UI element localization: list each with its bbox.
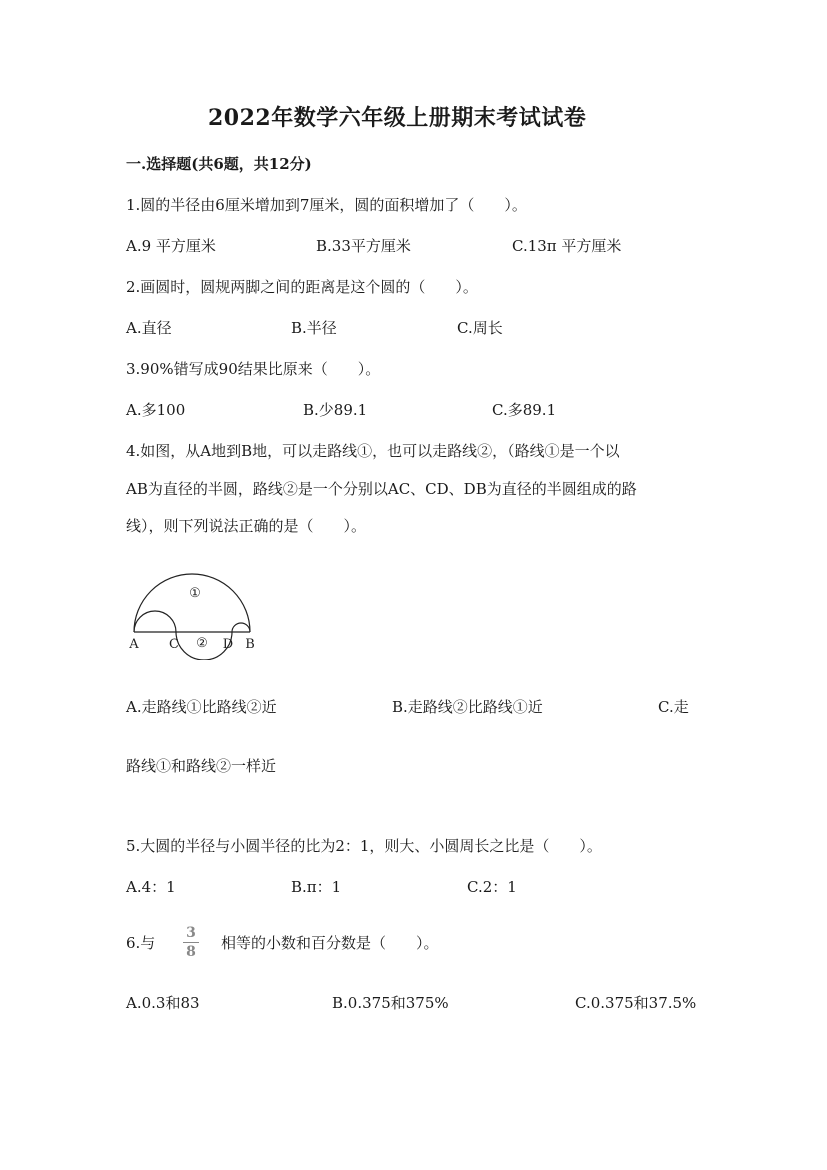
figure-label-route-2: ② (196, 636, 208, 651)
figure-label-c: C (169, 637, 179, 652)
question-6-option-c: C.0.375和37.5% (575, 994, 697, 1012)
question-5-option-b: B.π：1 (291, 878, 342, 896)
question-5-stem: 5.大圆的半径与小圆半径的比为2：1，则大、小圆周长之比是（ ）。 (126, 837, 602, 855)
question-1-stem: 1.圆的半径由6厘米增加到7厘米，圆的面积增加了（ ）。 (126, 196, 527, 214)
page-title: 2022年数学六年级上册期末考试试卷 (208, 105, 587, 131)
question-1-option-b: B.33平方厘米 (316, 237, 411, 255)
question-4-option-c-continued: 路线①和路线②一样近 (126, 757, 277, 775)
question-2-option-c: C.周长 (457, 319, 503, 337)
question-5-option-a: A.4：1 (126, 878, 176, 896)
question-6-option-a: A.0.3和83 (126, 994, 200, 1012)
question-4-option-b: B.走路线②比路线①近 (392, 698, 543, 716)
question-4-option-a: A.走路线①比路线②近 (126, 698, 277, 716)
question-3-option-b: B.少89.1 (303, 401, 368, 419)
figure-label-a: A (129, 637, 139, 652)
fraction-denominator: 8 (186, 944, 196, 960)
question-3-option-c: C.多89.1 (492, 401, 557, 419)
figure-label-d: D (222, 637, 234, 652)
question-4-stem-line-1: 4.如图，从A地到B地，可以走路线①，也可以走路线②，（路线①是一个以 (126, 442, 620, 460)
question-3-stem: 3.90%错写成90结果比原来（ ）。 (126, 360, 381, 378)
question-1-option-a: A.9 平方厘米 (126, 237, 216, 255)
question-2-option-a: A.直径 (126, 319, 172, 337)
question-1-option-c: C.13π 平方厘米 (512, 237, 622, 255)
question-6-stem-prefix: 6.与 (126, 934, 156, 952)
figure-label-route-1: ① (189, 586, 201, 601)
fraction-bar (183, 942, 199, 943)
section-heading: 一.选择题(共6题，共12分) (126, 155, 312, 173)
question-4-stem-line-2: AB为直径的半圆，路线②是一个分别以AC、CD、DB为直径的半圆组成的路 (126, 480, 637, 498)
question-5-option-c: C.2：1 (467, 878, 517, 896)
question-6-option-b: B.0.375和375% (332, 994, 449, 1012)
figure-label-b: B (245, 637, 255, 652)
question-3-option-a: A.多100 (126, 401, 186, 419)
question-4-stem-line-3: 线），则下列说法正确的是（ ）。 (126, 517, 367, 535)
question-4-option-c: C.走 (658, 698, 689, 716)
question-6-stem-suffix: 相等的小数和百分数是（ ）。 (221, 934, 439, 952)
question-2-stem: 2.画圆时，圆规两脚之间的距离是这个圆的（ ）。 (126, 278, 478, 296)
semicircle-route-figure (124, 560, 269, 660)
question-6-fraction (183, 925, 199, 960)
question-2-option-b: B.半径 (291, 319, 337, 337)
fraction-numerator: 3 (186, 925, 196, 941)
